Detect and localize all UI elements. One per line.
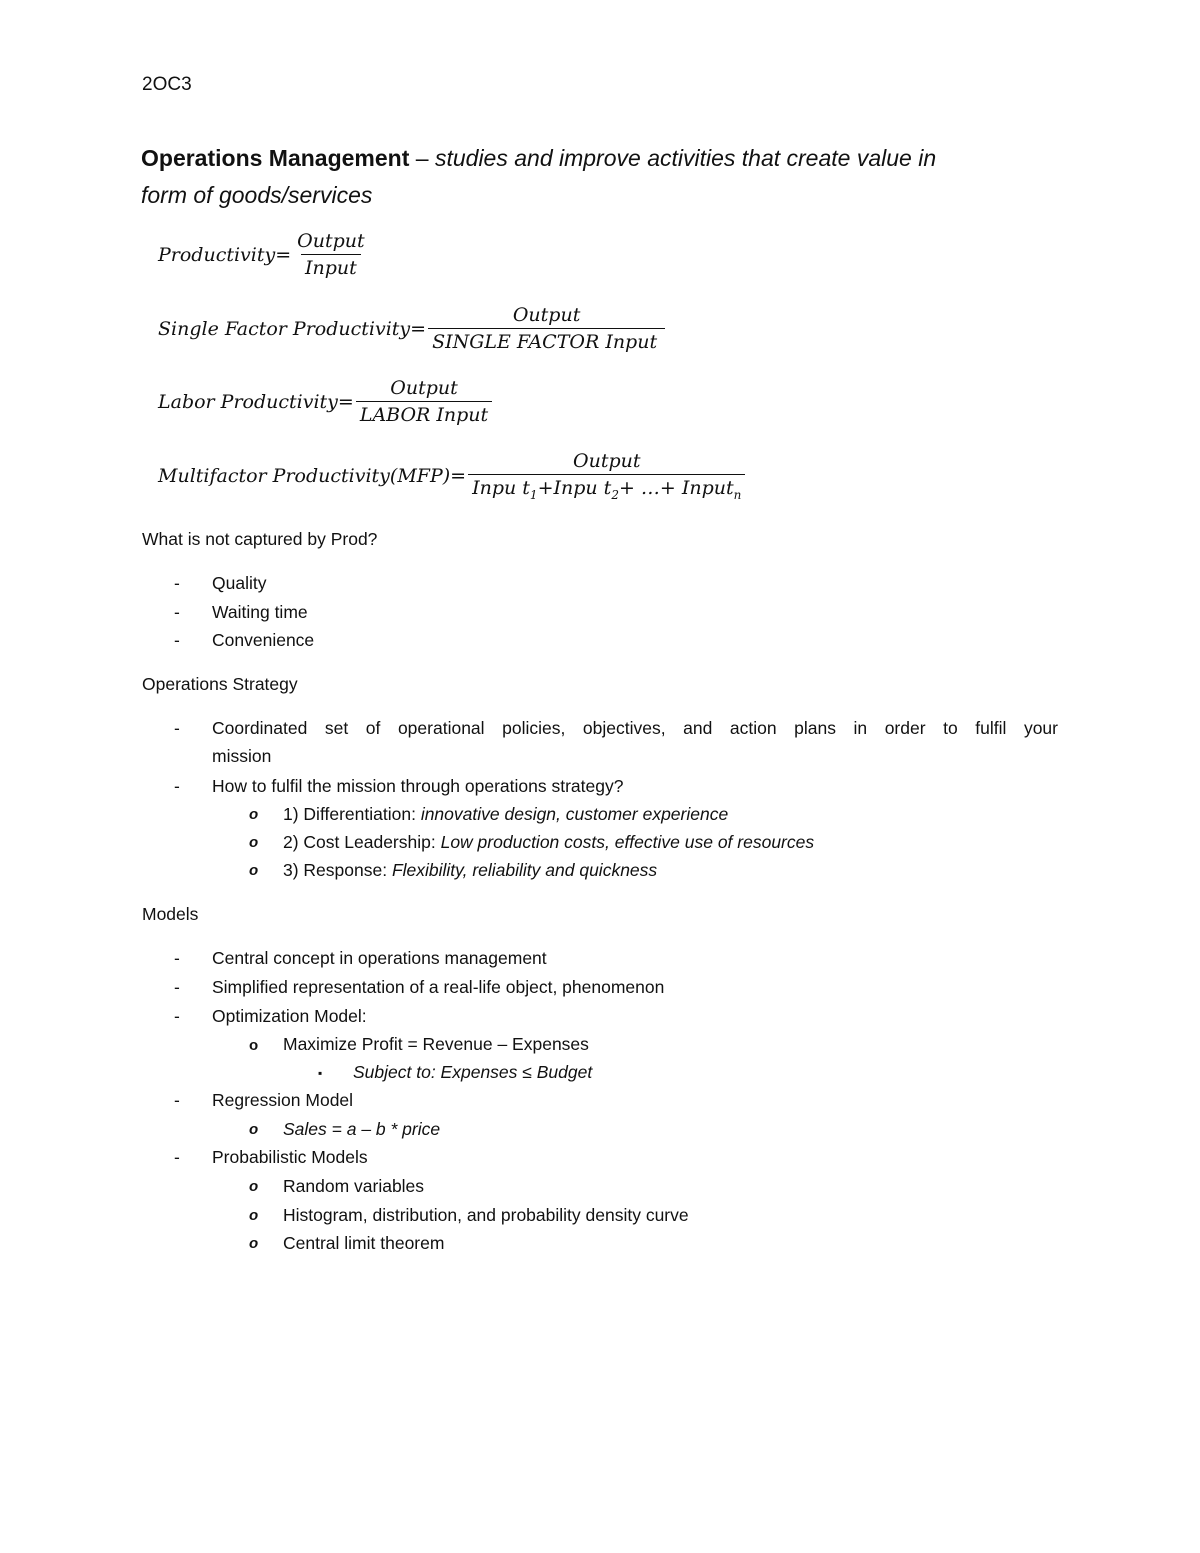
not-captured-heading: What is not captured by Prod? — [142, 529, 378, 549]
strategy-subitem — [283, 832, 814, 853]
numerator: Output — [573, 450, 641, 472]
regression-subitem — [283, 1119, 440, 1140]
list-item: Quality — [212, 573, 267, 593]
strategy-subitem — [283, 804, 728, 825]
subitem-desc: Low production costs, effective use of resources — [440, 832, 815, 852]
probabilistic-subitem: Random variables — [283, 1176, 425, 1196]
formula-lhs: Labor Productivity= — [158, 390, 354, 413]
title-definition-1: studies and improve activities that create value in — [434, 145, 937, 171]
formula-lhs: Single Factor Productivity= — [158, 317, 427, 340]
probabilistic-subitem: Central limit theorem — [283, 1233, 445, 1253]
title-line-1 — [141, 145, 936, 172]
dash-bullet: - — [174, 602, 180, 622]
square-bullet: ▪ — [318, 1066, 323, 1080]
circle-bullet: o — [249, 1235, 259, 1252]
denominator: SINGLE FACTOR Input — [428, 328, 665, 353]
subitem-label: 3) Response: — [283, 860, 392, 880]
title-term: Operations Management — [141, 145, 410, 171]
course-code: 2OC3 — [142, 74, 192, 95]
circle-bullet: o — [249, 1037, 259, 1054]
list-item: Convenience — [212, 630, 315, 650]
probabilistic-subitem: Histogram, distribution, and probability density curve — [283, 1205, 689, 1225]
circle-bullet: o — [249, 806, 259, 823]
models-item: Regression Model — [212, 1090, 354, 1110]
dash-bullet: - — [174, 776, 180, 796]
strategy-heading: Operations Strategy — [142, 674, 298, 694]
denominator: Input — [301, 254, 361, 279]
strategy-item-1-line-1: Coordinated set of operational policies, objectives, and action plans in order to fulfil your — [212, 718, 1058, 738]
models-item: Optimization Model: — [212, 1006, 367, 1026]
title-line-2 — [141, 182, 372, 209]
formula-multifactor — [158, 450, 745, 502]
models-item: Central concept in operations management — [212, 948, 547, 968]
formula-productivity — [158, 230, 369, 279]
numerator: Output — [390, 377, 458, 399]
dash-bullet: - — [174, 630, 180, 650]
subitem-label: 2) Cost Leadership: — [283, 832, 441, 852]
circle-bullet: o — [249, 834, 259, 851]
strategy-item-2: How to fulfil the mission through operations strategy? — [212, 776, 624, 796]
den-term-2: +Inpu t — [537, 477, 612, 499]
dash-bullet: - — [174, 1147, 180, 1167]
optimization-subitem: Maximize Profit = Revenue – Expenses — [283, 1034, 589, 1054]
dash-bullet: - — [174, 718, 180, 738]
circle-bullet: o — [249, 1121, 259, 1138]
strategy-subitem — [283, 860, 657, 881]
fraction — [468, 450, 745, 502]
den-sub-1: 1 — [529, 487, 538, 502]
formula-labor — [158, 377, 492, 426]
fraction — [356, 377, 492, 426]
numerator: Output — [512, 304, 581, 326]
dash-bullet: - — [174, 948, 180, 968]
optimization-constraint — [353, 1062, 592, 1083]
title-dash: – — [409, 145, 435, 171]
den-term-1: Inpu t — [472, 477, 530, 499]
dash-bullet: - — [174, 977, 180, 997]
formula-single-factor — [158, 304, 665, 353]
models-heading: Models — [142, 904, 199, 924]
subitem-desc: Flexibility, reliability and quickness — [391, 860, 658, 880]
den-term-n: + …+ Input — [618, 477, 734, 499]
fraction — [428, 304, 665, 353]
models-item: Probabilistic Models — [212, 1147, 368, 1167]
den-sub-n: n — [733, 487, 742, 502]
den-sub-2: 2 — [611, 487, 619, 502]
title-definition-2: form of goods/services — [141, 182, 373, 208]
numerator: Output — [297, 230, 365, 252]
subitem-label: 1) Differentiation: — [283, 804, 421, 824]
models-item: Simplified representation of a real-life object, phenomenon — [212, 977, 665, 997]
dash-bullet: - — [174, 1090, 180, 1110]
fraction — [293, 230, 368, 279]
circle-bullet: o — [249, 862, 259, 879]
regression-formula: Sales = a – b * price — [283, 1119, 441, 1139]
constraint-text: Subject to: Expenses ≤ Budget — [353, 1062, 593, 1082]
dash-bullet: - — [174, 573, 180, 593]
formula-lhs: Productivity= — [158, 243, 292, 266]
formula-lhs: Multifactor Productivity(MFP)= — [158, 464, 467, 487]
subitem-desc: innovative design, customer experience — [420, 804, 729, 824]
denominator — [468, 474, 745, 502]
circle-bullet: o — [249, 1178, 259, 1195]
dash-bullet: - — [174, 1006, 180, 1026]
circle-bullet: o — [249, 1207, 259, 1224]
denominator: LABOR Input — [356, 401, 492, 426]
strategy-item-1-line-2: mission — [212, 746, 272, 766]
list-item: Waiting time — [212, 602, 308, 622]
